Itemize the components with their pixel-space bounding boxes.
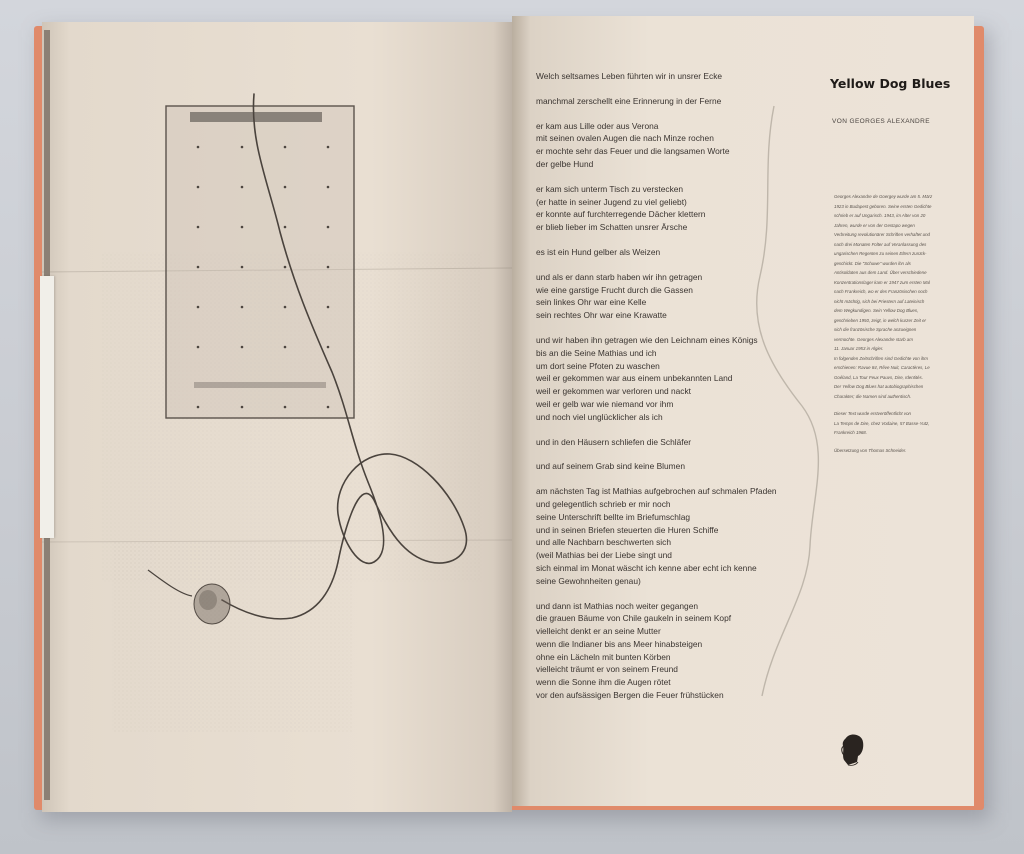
poem-line: und auf seinem Grab sind keine Blumen [536, 461, 685, 472]
poem-line: vielleicht träumt er von seinem Freund [536, 664, 678, 675]
bio-line: 1923 in Budapest geboren. Seine ersten Gedichte [834, 203, 932, 209]
poem-line: seine Gewohnheiten genau) [536, 575, 641, 586]
poem-line: sich einmal im Monat wäscht ich kenne aber echt ich kenne [536, 562, 757, 573]
poem-stanza [536, 485, 836, 587]
poem-line: Welch seltsames Leben führten wir in unsrer Ecke [536, 71, 723, 81]
bio-line: nach Frankreich, wo er des Französischen noch [834, 289, 928, 294]
bio-line: 11. Januar 1953 in Algier. [834, 346, 884, 351]
poem-line: und als er dann starb haben wir ihn getragen [536, 271, 703, 282]
poem-author: VON GEORGES ALEXANDRE [832, 118, 930, 125]
poem-line: und wir haben ihn getragen wie den Leichnam eines Königs [536, 334, 758, 345]
poem-line: und in seinen Briefen steuerten die Huren Schiffe [536, 524, 719, 535]
bio-line: dem Wegkundigen. Sein Yellow Dog Blues, [834, 308, 919, 313]
poem-line: er kam aus Lille oder aus Verona [536, 120, 659, 131]
poem-line: er konnte auf furchterregende Dächer klettern [536, 209, 706, 220]
poem-line: weil er gekommen war aus einem unbekannten Land [536, 373, 733, 384]
paper-insert-tab [40, 276, 54, 538]
poem-stanza [536, 460, 836, 473]
pencil-drawing-artwork [42, 22, 512, 812]
poem-line: ohne ein Lächeln mit bunten Körben [536, 651, 671, 662]
poem-stanza [536, 246, 836, 259]
poem-line: er blieb lieber im Schatten unsrer Ärsche [536, 222, 688, 233]
bio-line: Verbreitung revolutionärer Schriften verhaftet und [834, 232, 930, 237]
poem-line: mit seinen ovalen Augen die nach Minze rochen [536, 133, 714, 144]
author-biography [834, 192, 958, 455]
poem-line: und gelegentlich schrieb er mir noch [536, 498, 671, 509]
bio-line: Der Yellow Dog Blues hat autobiographischen [834, 384, 924, 389]
bio-line: schrieb er auf Ungarisch. 1943, im Alter von 20 [834, 213, 926, 218]
bio-line: In folgenden Zeitschriften sind Gedichte von ihm [834, 355, 928, 361]
bio-line: Georges Alexandre de Goergey wurde am 5. März [834, 194, 933, 199]
poem-line: (weil Mathias bei der Liebe singt und [536, 550, 672, 561]
poem-line: er mochte sehr das Feuer und die langsamen Worte [536, 146, 730, 157]
poem-line: und in den Häusern schliefen die Schläfer [536, 436, 692, 447]
bio-gap [834, 438, 958, 446]
right-page [512, 16, 974, 806]
bio-line: nach drei Monaten Folter auf Veranlassung des [834, 241, 927, 247]
bio-line: vermochte. Georges Alexandre starb am [834, 336, 913, 342]
poem-line: und alle Nachbarn beschwerten sich [536, 537, 672, 548]
bio-line: geschrieben 1950, zeigt, in welch kurzer Zeit er [834, 317, 927, 323]
poem-stanza [536, 120, 836, 171]
poem-line: manchmal zerschellt eine Erinnerung in der Ferne [536, 95, 722, 106]
bio-line: Frankreich 1968. [834, 430, 867, 435]
poem-stanza [536, 436, 836, 449]
bio-line: Übersetzung von Thomas Schneider. [834, 447, 907, 453]
poem-line: weil er gelb war wie niemand vor ihm [536, 398, 674, 409]
poem-line: er kam sich unterm Tisch zu verstecken [536, 183, 684, 194]
bio-line: Dieser Text wurde erstveröffentlicht von [834, 411, 911, 416]
dotted-frame [166, 106, 354, 418]
poem-stanza [536, 334, 836, 424]
poem-line: um dort seine Pfoten zu waschen [536, 360, 660, 371]
poem-line: bis an die Seine Mathias und ich [536, 347, 657, 358]
poem-line: die grauen Bäume von Chile gaukeln in seinem Kopf [536, 613, 732, 624]
poem-stanza [536, 95, 836, 108]
poem-line: wenn die Indianer bis ans Meer hinabsteigen [536, 638, 703, 649]
bio-line: Jahren, wurde er von der Gestapo wegen [834, 222, 915, 228]
bio-line: La Temps de Dire, chez Vodaine, 57 Basse-Yutz, [834, 420, 930, 426]
poem-line: wenn die Sonne ihm die Augen rötet [536, 677, 671, 688]
poem-line: vielleicht denkt er an seine Mutter [536, 626, 661, 637]
poem-line: sein rechtes Ohr war eine Krawatte [536, 310, 667, 321]
bio-line: sich die französische Sprache anzueignen [834, 327, 917, 332]
poem-stanza [536, 271, 836, 322]
bio-line: erschienen: Ravue 84, Rêve Nuit, Caractères, Le [834, 365, 930, 370]
bio-line: Konzentrationslager kam er 1947 zum ersten Mal [834, 279, 930, 285]
poem-line: weil er gekommen war verloren und nackt [536, 386, 692, 397]
bio-line: Charakter; die Namen sind authentisch. [834, 393, 912, 399]
bio-line: Antisoldaten aus dem Land. Über verschiedene [834, 270, 927, 275]
bio-line: Goéland, La Tour Feux Pauvs, Dire, Identités. [834, 374, 923, 380]
bio-line: geschickt. Die "Schuwe" wurden ihn als [834, 260, 911, 266]
poem-stanza [536, 70, 836, 83]
portrait-sketch-icon [836, 732, 868, 768]
poem-line: es ist ein Hund gelber als Weizen [536, 246, 661, 257]
bio-line: ungarischen Regenten zu seinen Eltern zurück- [834, 251, 927, 256]
poem-line: seine Unterschrift bellte im Briefumschlag [536, 511, 691, 522]
poem-stanza [536, 183, 836, 234]
left-page [42, 22, 512, 812]
bio-gap [834, 401, 958, 409]
poem-line: und noch viel unglücklicher als ich [536, 411, 663, 422]
poem-line: vor den aufsässigen Bergen die Feuer frühstücken [536, 690, 724, 701]
poem-line: (er hatte in seiner Jugend zu viel geliebt) [536, 196, 687, 207]
poem-line: am nächsten Tag ist Mathias aufgebrochen auf schmalen Pfaden [536, 486, 777, 497]
poem-title: Yellow Dog Blues [830, 76, 951, 91]
bio-line: nicht mächtig, sich bei Priestern auf Lateinisch [834, 298, 925, 304]
poem-line: der gelbe Hund [536, 158, 594, 169]
poem-line: sein linkes Ohr war eine Kelle [536, 297, 647, 308]
poem-body [536, 70, 836, 714]
poem-line: und dann ist Mathias noch weiter gegangen [536, 600, 699, 611]
poem-stanza [536, 600, 836, 702]
poem-line: wie eine garstige Frucht durch die Gassen [536, 284, 693, 295]
